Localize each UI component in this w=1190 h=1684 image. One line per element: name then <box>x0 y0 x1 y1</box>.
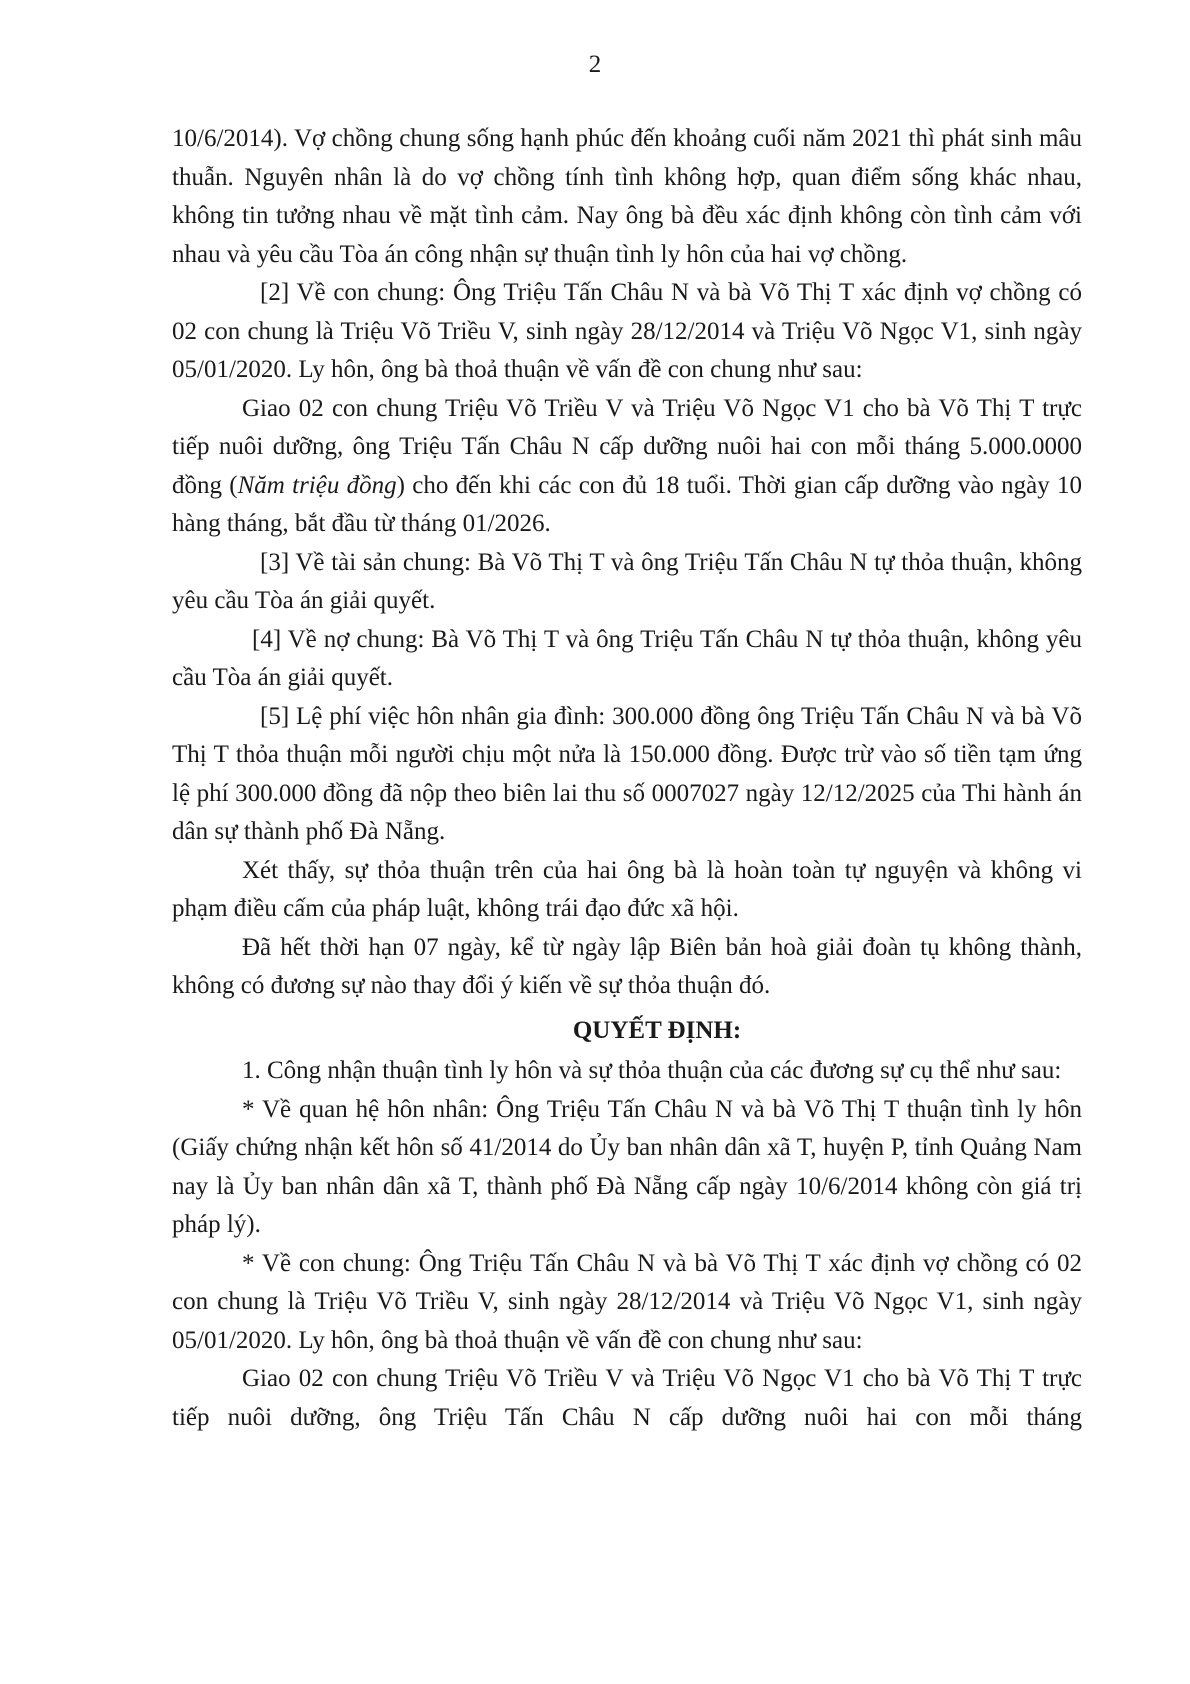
decision-custody: Giao 02 con chung Triệu Võ Triều V và Triệu Võ Ngọc V1 cho bà Võ Thị T trực tiếp nuôi dưỡng, ông Triệu Tấn Châu N cấp dưỡng nuôi hai con mỗi tháng <box>172 1365 1082 1431</box>
paragraph-debts: [4] Về nợ chung: Bà Võ Thị T và ông Triệu Tấn Châu N tự thỏa thuận, không yêu cầu Tòa án giải quyết. <box>172 625 1082 691</box>
paragraph-consideration: Xét thấy, sự thỏa thuận trên của hai ông bà là hoàn toàn tự nguyện và không vi phạm điều cấm của pháp luật, không trái đạo đức xã hội. <box>172 856 1082 922</box>
custody-text-start: Giao 02 con chung Triệu Võ Triều V và Triệu Võ Ngọc V1 cho bà Võ Thị T trực tiếp nuôi dưỡng, ông Triệu Tấn Châu N cấp dưỡng nuôi hai con mỗi tháng 5.000.0000 đồng ( <box>172 394 1082 499</box>
custody-text-end: ) cho đến khi các con đủ 18 tuổi. Thời gian cấp dưỡng vào ngày 10 hàng tháng, bắt đầu từ tháng 01/2026. <box>172 471 1083 537</box>
paragraph-deadline: Đã hết thời hạn 07 ngày, kể từ ngày lập Biên bản hoà giải đoàn tụ không thành, không có đương sự nào thay đổi ý kiến về sự thỏa thuận đó. <box>172 933 1082 999</box>
paragraph-custody <box>172 390 1082 544</box>
paragraph-fees: [5] Lệ phí việc hôn nhân gia đình: 300.000 đồng ông Triệu Tấn Châu N và bà Võ Thị T thỏa thuận mỗi người chịu một nửa là 150.000 đồng. Được trừ vào số tiền tạm ứng lệ phí 300.000 đồng đã nộp theo biên lai thu số 0007027 ngày 12/12/2025 của Thi hành án dân sự thành phố Đà Nẵng. <box>172 702 1082 845</box>
paragraph-children: [2] Về con chung: Ông Triệu Tấn Châu N và bà Võ Thị T xác định vợ chồng có 02 con chung là Triệu Võ Triều V, sinh ngày 28/12/2014 và Triệu Võ Ngọc V1, sinh ngày 05/01/2020. Ly hôn, ông bà thoả thuận về vấn đề con chung như sau: <box>172 279 1082 383</box>
decision-children: * Về con chung: Ông Triệu Tấn Châu N và bà Võ Thị T xác định vợ chồng có 02 con chung là Triệu Võ Triều V, sinh ngày 28/12/2014 và Triệu Võ Ngọc V1, sinh ngày 05/01/2020. Ly hôn, ông bà thoả thuận về vấn đề con chung như sau: <box>172 1249 1082 1354</box>
decision-item-1: 1. Công nhận thuận tình ly hôn và sự thỏa thuận của các đương sự cụ thể như sau: <box>242 1057 1062 1084</box>
decision-marriage: * Về quan hệ hôn nhân: Ông Triệu Tấn Châu N và bà Võ Thị T thuận tình ly hôn (Giấy chứng nhận kết hôn số 41/2014 do Ủy ban nhân dân xã T, huyện P, tỉnh Quảng Nam nay là Ủy ban nhân dân xã T, thành phố Đà Nẵng cấp ngày 10/6/2014 không còn giá trị pháp lý). <box>172 1095 1082 1238</box>
custody-amount-words: Năm triệu đồng <box>237 471 397 499</box>
page-number: 2 <box>588 51 602 78</box>
document-body <box>172 120 1082 1437</box>
paragraph-continuation: 10/6/2014). Vợ chồng chung sống hạnh phúc đến khoảng cuối năm 2021 thì phát sinh mâu thuẫn. Nguyên nhân là do vợ chồng tính tình không hợp, quan điểm sống khác nhau, không tin tưởng nhau về mặt tình cảm. Nay ông bà đều xác định không còn tình cảm với nhau và yêu cầu Tòa án công nhận sự thuận tình ly hôn của hai vợ chồng. <box>172 125 1082 268</box>
paragraph-assets: [3] Về tài sản chung: Bà Võ Thị T và ông Triệu Tấn Châu N tự thỏa thuận, không yêu cầu Tòa án giải quyết. <box>172 548 1082 614</box>
decision-heading: QUYẾT ĐỊNH: <box>572 1016 742 1044</box>
